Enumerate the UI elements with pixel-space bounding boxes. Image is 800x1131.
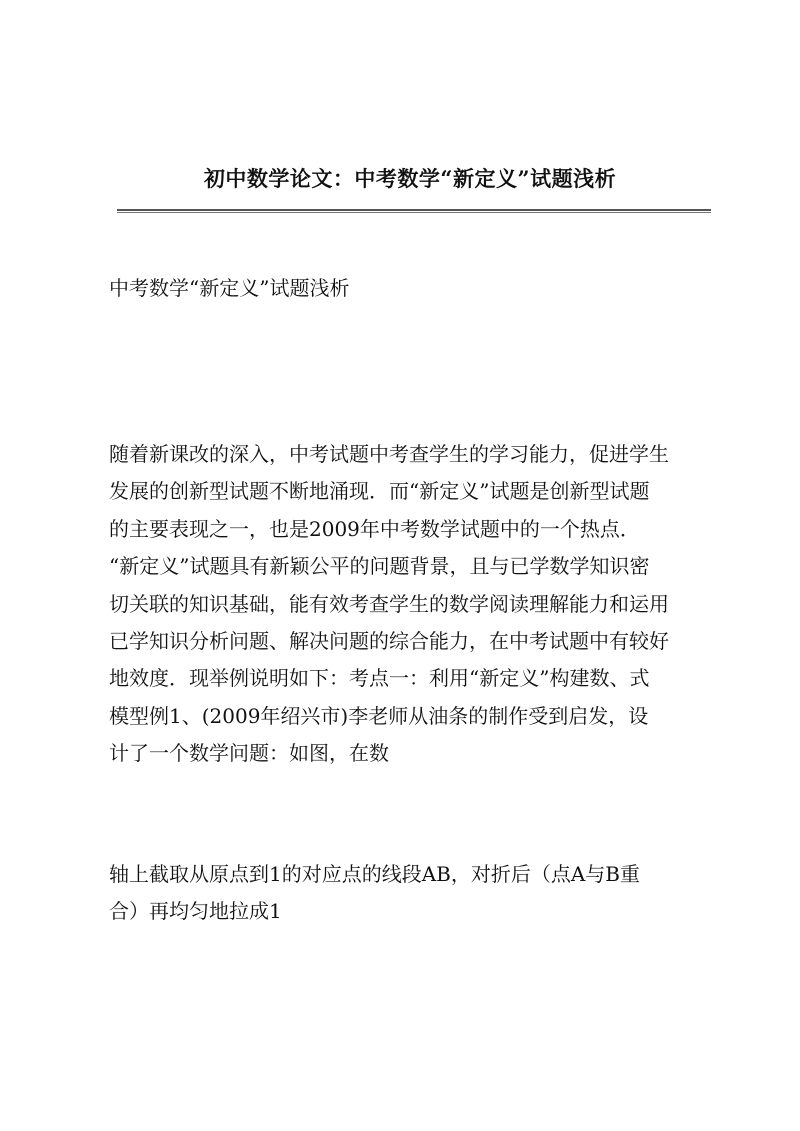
- paragraph-line: 发展的创新型试题不断地涌现．而“新定义”试题是创新型试题: [109, 479, 650, 504]
- paragraph-line: 模型例1、(2009年绍兴市)李老师从油条的制作受到启发，设: [109, 703, 649, 728]
- body-paragraph-1: [109, 436, 709, 773]
- paragraph-line: 的主要表现之一，也是2009年中考数学试题中的一个热点．: [109, 516, 640, 541]
- paragraph-line: 随着新课改的深入，中考试题中考查学生的学习能力，促进学生: [109, 442, 669, 466]
- paragraph-line: 已学知识分析问题、解决问题的综合能力，在中考试题中有较好: [109, 628, 669, 653]
- paragraph-line: “新定义”试题具有新颖公平的问题背景，且与已学数学知识密: [109, 554, 650, 579]
- document-title: 初中数学论文：中考数学“新定义”试题浅析: [203, 166, 617, 191]
- paragraph-line: 地效度．现举例说明如下：考点一：利用“新定义”构建数、式: [109, 666, 650, 691]
- paragraph-line: 切关联的知识基础，能有效考查学生的数学阅读理解能力和运用: [109, 591, 669, 616]
- article-subtitle: 中考数学“新定义”试题浅析: [109, 276, 350, 300]
- body-paragraph-2: [109, 856, 709, 931]
- title-divider: [117, 209, 711, 213]
- paragraph-line: 合）再均匀地拉成1: [109, 899, 282, 924]
- paragraph-line: 计了一个数学问题：如图，在数: [109, 741, 389, 766]
- paragraph-line: 轴上截取从原点到1的对应点的线段AB，对折后（点A与B重: [109, 862, 641, 886]
